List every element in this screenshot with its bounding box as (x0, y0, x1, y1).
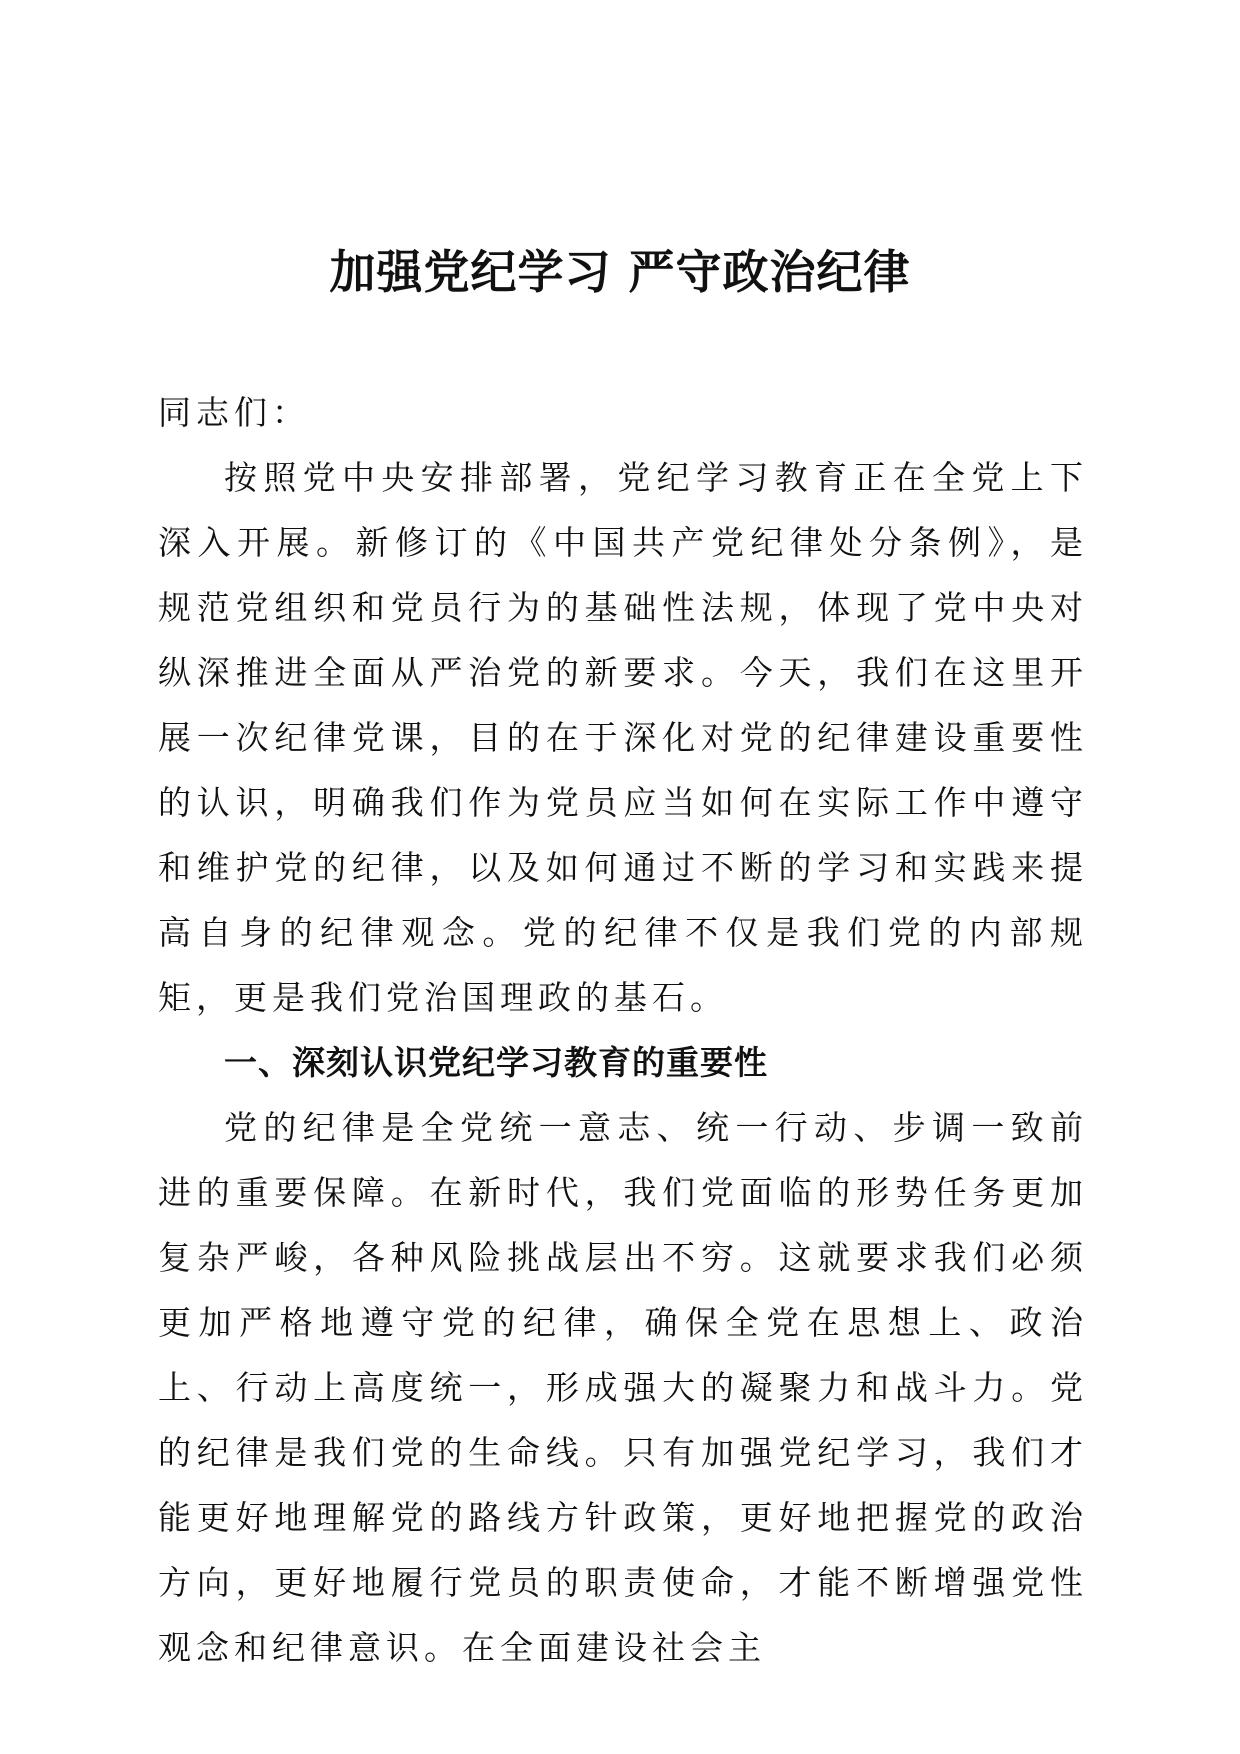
section-paragraph: 党的纪律是全党统一意志、统一行动、步调一致前进的重要保障。在新时代，我们党面临的形势任务更加复杂严峻，各种风险挑战层出不穷。这就要求我们必须更加严格地遵守党的纪律，确保全党在思想上、政治上、行动上高度统一，形成强大的凝聚力和战斗力。党的纪律是我们党的生命线。只有加强党纪学习，我们才能更好地理解党的路线方针政策，更好地把握党的政治方向，更好地履行党员的职责使命，才能不断增强党性观念和纪律意识。在全面建设社会主 (158, 1108, 1088, 1667)
salutation: 同志们： (158, 393, 310, 432)
document-body (158, 380, 1088, 1680)
section-heading: 一、深刻认识党纪学习教育的重要性 (224, 1043, 768, 1082)
document-title: 加强党纪学习 严守政治纪律 (329, 245, 911, 299)
intro-paragraph: 按照党中央安排部署，党纪学习教育正在全党上下深入开展。新修订的《中国共产党纪律处分条例》，是规范党组织和党员行为的基础性法规，体现了党中央对纵深推进全面从严治党的新要求。今天，我们在这里开展一次纪律党课，目的在于深化对党的纪律建设重要性的认识，明确我们作为党员应当如何在实际工作中遵守和维护党的纪律，以及如何通过不断的学习和实践来提高自身的纪律观念。党的纪律不仅是我们党的内部规矩，更是我们党治国理政的基石。 (158, 458, 1088, 1017)
